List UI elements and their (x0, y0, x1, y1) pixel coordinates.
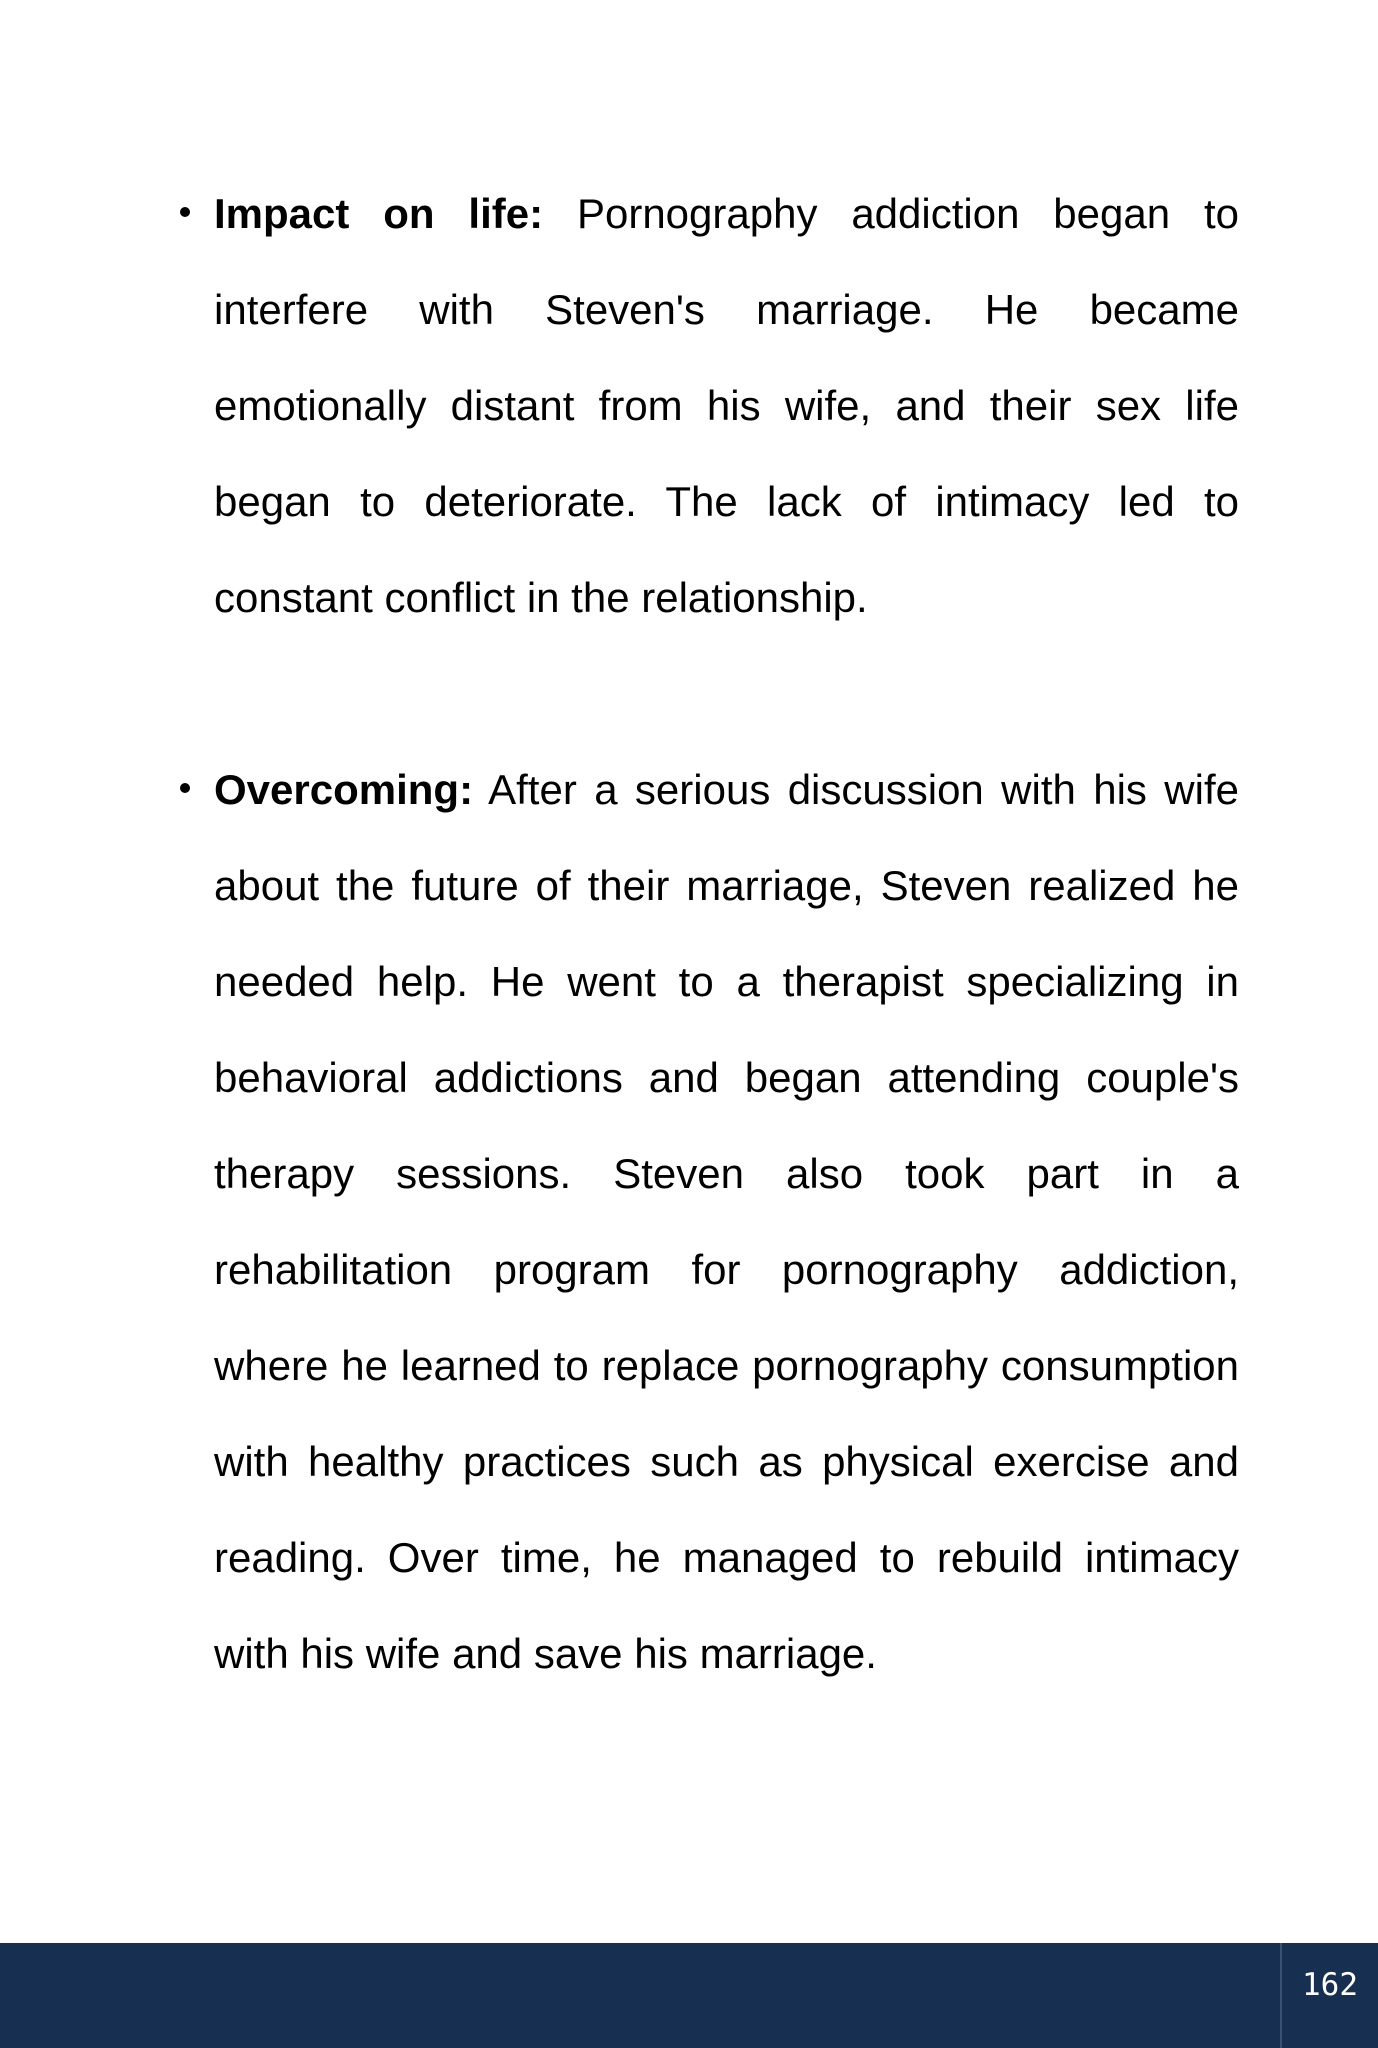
document-body (0, 166, 1378, 1702)
page-number: 162 (1280, 1943, 1378, 2048)
bullet-lead: Overcoming: (214, 766, 474, 813)
bullet-item-overcoming (214, 742, 1239, 1702)
footer-bar (0, 1943, 1378, 2048)
bullet-lead: Impact on life: (214, 190, 544, 237)
bullet-text: After a serious discussion with his wife about the future of their marriage, Steven realized he needed help. He went to a therapist specializing in behavioral addictions and began attending couple's therapy sessions. Steven also took part in a rehabilitation program for pornography addiction, where he learned to replace pornography consumption with healthy practices such as physical exercise and reading. Over time, he managed to rebuild intimacy with his wife and save his marriage. (214, 766, 1239, 1677)
bullet-text: Pornography addiction began to interfere with Steven's marriage. He became emotionally distant from his wife, and their sex life began to deteriorate. The lack of intimacy led to constant conflict in the relationship. (214, 190, 1239, 621)
bullet-icon (180, 207, 190, 217)
bullet-item-impact-on-life (214, 166, 1239, 646)
bullet-icon (180, 783, 190, 793)
